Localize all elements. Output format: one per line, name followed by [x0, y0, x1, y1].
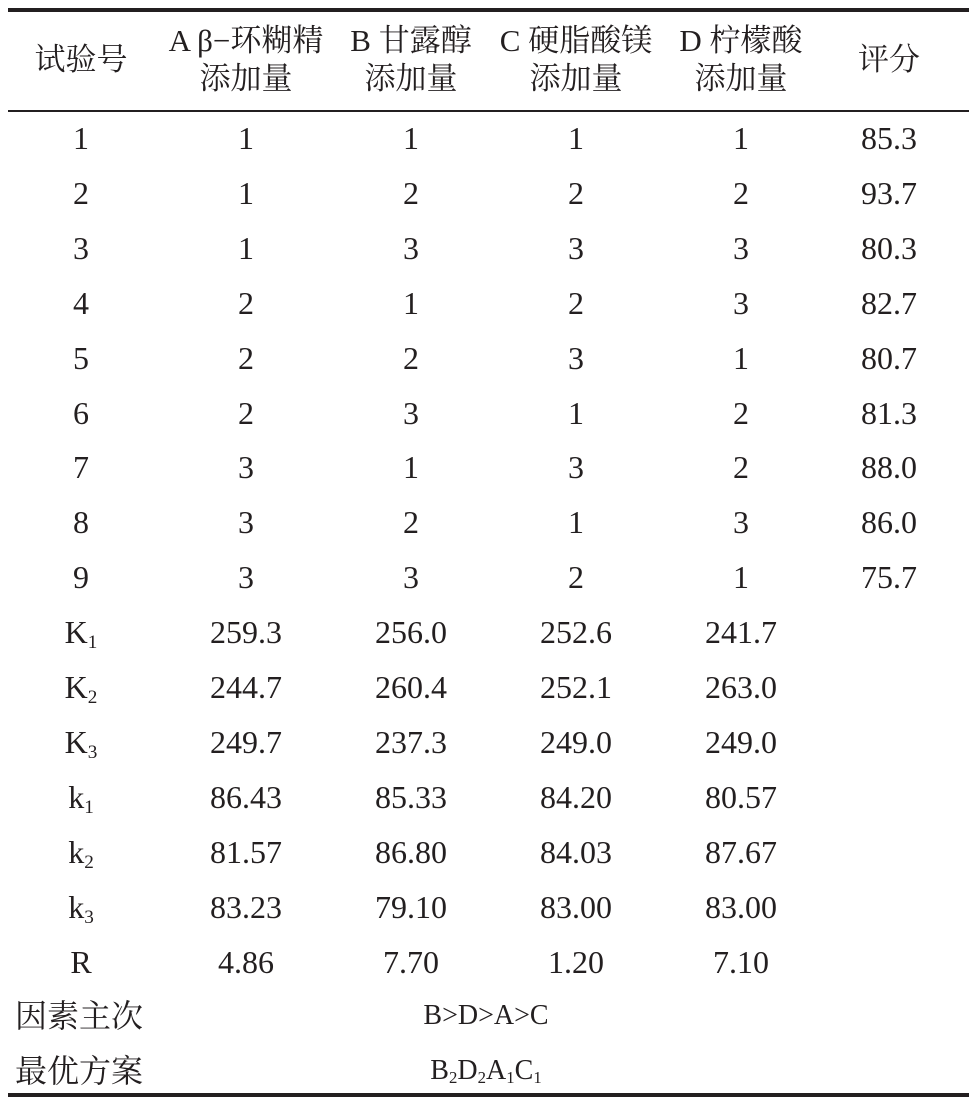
level-cell: 3 — [238, 559, 254, 596]
level-cell: 3 — [568, 339, 584, 376]
stat-value: 249.0 — [705, 723, 777, 760]
trial-number: 4 — [73, 284, 89, 321]
table-bottom-rule — [8, 1093, 969, 1097]
level-cell: 3 — [403, 394, 419, 431]
header-cell-line: 试验号 — [34, 42, 128, 77]
table-top-rule — [8, 8, 969, 12]
stat-subscript: 1 — [87, 631, 98, 653]
level-cell: 3 — [568, 449, 584, 486]
score-cell: 81.3 — [861, 394, 917, 431]
level-cell: 2 — [403, 504, 419, 541]
stat-value: 83.00 — [705, 888, 777, 925]
stat-label — [0, 832, 163, 872]
stat-value: 85.33 — [375, 778, 447, 815]
summary-subscript: 2 — [477, 1068, 486, 1088]
stat-value: 79.10 — [375, 888, 447, 925]
level-cell: 1 — [238, 229, 254, 266]
header-cell-line: C 硬脂酸镁 — [499, 23, 653, 58]
stat-label — [0, 722, 163, 762]
level-cell: 2 — [733, 394, 749, 431]
header-cell — [492, 22, 660, 98]
stat-label — [0, 667, 163, 707]
stat-value: 83.00 — [540, 888, 612, 925]
summary-token: B>D>A>C — [423, 1000, 549, 1032]
stat-label — [0, 942, 163, 982]
header-cell — [657, 22, 825, 98]
level-cell: 1 — [238, 174, 254, 211]
stat-value: 7.10 — [713, 943, 769, 980]
stat-subscript: 2 — [87, 686, 98, 708]
score-cell: 80.7 — [861, 339, 917, 376]
level-cell: 2 — [238, 394, 254, 431]
stat-subscript: 1 — [84, 796, 94, 818]
stat-subscript: 3 — [84, 906, 94, 928]
score-cell: 86.0 — [861, 504, 917, 541]
header-cell-line: 添加量 — [199, 61, 293, 96]
stat-value: 81.57 — [210, 833, 282, 870]
stat-value: 244.7 — [210, 669, 282, 705]
header-cell-line: 评分 — [858, 42, 920, 77]
stat-value: 87.67 — [705, 833, 777, 870]
stat-value: 84.20 — [540, 778, 612, 815]
level-cell: 2 — [733, 174, 749, 211]
stat-label — [0, 612, 163, 652]
stat-symbol: k — [68, 888, 85, 925]
trial-number: 6 — [73, 394, 89, 431]
level-cell: 1 — [733, 559, 749, 596]
trial-number: 7 — [73, 449, 89, 486]
stat-value: 259.3 — [210, 614, 282, 651]
score-cell: 82.7 — [861, 284, 917, 321]
trial-number: 1 — [73, 120, 89, 156]
header-cell-line: B 甘露醇 — [350, 23, 472, 58]
header-cell-line: 添加量 — [529, 61, 623, 96]
stat-value: 4.86 — [218, 943, 274, 980]
score-cell: 75.7 — [861, 559, 917, 596]
level-cell: 2 — [238, 284, 254, 321]
level-cell: 2 — [238, 339, 254, 376]
summary-label: 因素主次 — [15, 998, 144, 1035]
stat-value: 263.0 — [705, 669, 777, 705]
header-cell — [0, 41, 165, 79]
score-cell: 80.3 — [861, 229, 917, 266]
level-cell: 3 — [238, 449, 254, 486]
summary-token: C — [514, 1055, 534, 1087]
summary-subscript: 1 — [506, 1068, 515, 1088]
header-cell-line: D 柠檬酸 — [679, 23, 803, 58]
summary-label: 最优方案 — [15, 1053, 144, 1090]
trial-number: 2 — [73, 174, 89, 211]
level-cell: 1 — [238, 120, 254, 156]
stat-symbol: K — [64, 669, 88, 705]
summary-token: D — [457, 1055, 478, 1087]
stat-value: 1.20 — [548, 943, 604, 980]
stat-symbol: k — [68, 833, 85, 870]
header-cell-line: 添加量 — [364, 61, 458, 96]
stat-symbol: K — [64, 614, 88, 651]
stat-value: 86.80 — [375, 833, 447, 870]
level-cell: 1 — [403, 449, 419, 486]
stat-value: 80.57 — [705, 778, 777, 815]
stat-value: 260.4 — [375, 669, 447, 705]
stat-value: 83.23 — [210, 888, 282, 925]
level-cell: 2 — [568, 559, 584, 596]
stat-symbol: R — [70, 943, 92, 980]
score-cell: 93.7 — [861, 174, 917, 211]
stat-value: 249.7 — [210, 723, 282, 760]
trial-number: 5 — [73, 339, 89, 376]
stat-value: 86.43 — [210, 778, 282, 815]
level-cell: 1 — [403, 120, 419, 156]
level-cell: 1 — [568, 504, 584, 541]
level-cell: 3 — [238, 504, 254, 541]
header-cell — [805, 41, 973, 79]
stat-value: 7.70 — [383, 943, 439, 980]
level-cell: 1 — [403, 284, 419, 321]
stat-symbol: k — [68, 778, 85, 815]
stat-value: 252.1 — [540, 669, 612, 705]
header-cell — [327, 22, 495, 98]
score-cell: 85.3 — [861, 120, 917, 156]
stat-label — [0, 777, 163, 817]
score-cell: 88.0 — [861, 449, 917, 486]
stat-value: 252.6 — [540, 614, 612, 651]
level-cell: 2 — [568, 174, 584, 211]
summary-subscript: 2 — [448, 1068, 458, 1088]
level-cell: 1 — [733, 339, 749, 376]
stat-value: 249.0 — [540, 723, 612, 760]
summary-token: A — [486, 1055, 507, 1087]
trial-number: 9 — [73, 559, 89, 596]
stat-value: 256.0 — [375, 614, 447, 651]
summary-token: B — [430, 1055, 449, 1087]
header-cell-line: 添加量 — [694, 61, 788, 96]
level-cell: 2 — [403, 174, 419, 211]
level-cell: 3 — [733, 229, 749, 266]
level-cell: 3 — [403, 229, 419, 266]
summary-value — [286, 996, 686, 1036]
header-cell-line: A β−环糊精 — [168, 23, 324, 58]
summary-value — [286, 1051, 686, 1091]
level-cell: 3 — [733, 284, 749, 321]
level-cell: 1 — [733, 120, 749, 156]
level-cell: 1 — [568, 394, 584, 431]
table-header-rule — [8, 110, 969, 112]
stat-subscript: 3 — [87, 741, 98, 763]
level-cell: 3 — [733, 504, 749, 541]
level-cell: 3 — [568, 229, 584, 266]
level-cell: 1 — [568, 120, 584, 156]
stat-subscript: 2 — [84, 851, 94, 873]
level-cell: 2 — [733, 449, 749, 486]
trial-number: 3 — [73, 229, 89, 266]
stat-value: 237.3 — [375, 723, 447, 760]
stat-label — [0, 887, 163, 927]
stat-symbol: K — [64, 723, 88, 760]
stat-value: 84.03 — [540, 833, 612, 870]
trial-number: 8 — [73, 504, 89, 541]
level-cell: 2 — [568, 284, 584, 321]
stat-value: 241.7 — [705, 614, 777, 651]
summary-subscript: 1 — [533, 1068, 542, 1088]
header-cell — [162, 22, 330, 98]
level-cell: 2 — [403, 339, 419, 376]
level-cell: 3 — [403, 559, 419, 596]
